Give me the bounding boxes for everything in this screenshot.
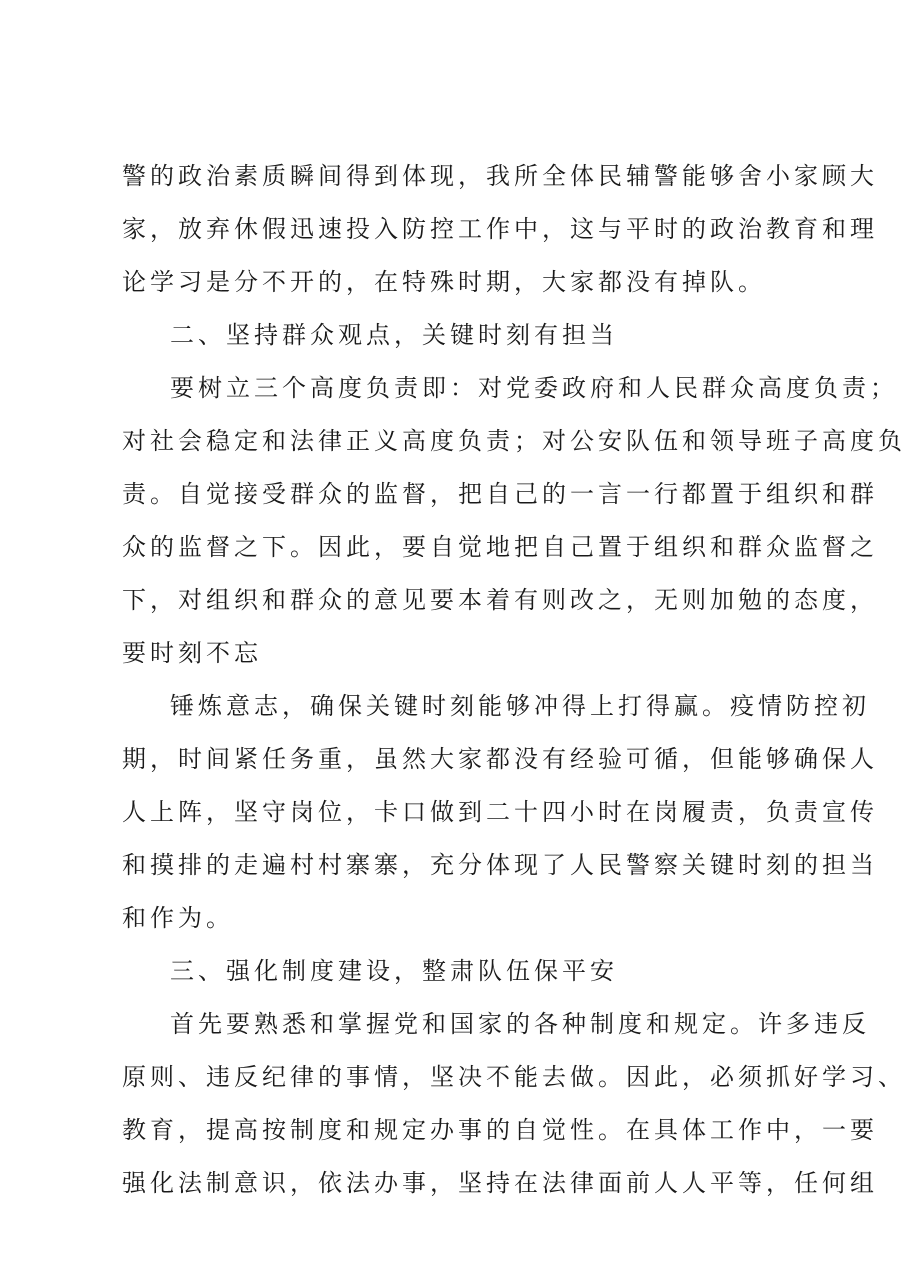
body-text-line: 家，放弃休假迅速投入防控工作中，这与平时的政治教育和理 — [122, 215, 878, 243]
body-text-line: 期，时间紧任务重，虽然大家都没有经验可循，但能够确保人 — [122, 745, 878, 773]
body-text-line: 锤炼意志，确保关键时刻能够冲得上打得赢。疫情防控初 — [170, 692, 870, 720]
body-text-line: 和作为。 — [122, 904, 234, 932]
body-text-line: 警的政治素质瞬间得到体现，我所全体民辅警能够舍小家顾大 — [122, 162, 878, 190]
body-text-line: 首先要熟悉和掌握党和国家的各种制度和规定。许多违反 — [170, 1010, 870, 1038]
body-text-line: 教育，提高按制度和规定办事的自觉性。在具体工作中，一要 — [122, 1116, 878, 1144]
body-text-line: 和摸排的走遍村村寨寨，充分体现了人民警察关键时刻的担当 — [122, 851, 878, 879]
body-text-line: 要时刻不忘 — [122, 639, 262, 667]
body-text-line: 原则、违反纪律的事情，坚决不能去做。因此，必须抓好学习、 — [122, 1063, 906, 1091]
body-text-line: 众的监督之下。因此，要自觉地把自己置于组织和群众监督之 — [122, 533, 878, 561]
body-text-line: 要树立三个高度负责即：对党委政府和人民群众高度负责； — [170, 374, 898, 402]
body-text-line: 责。自觉接受群众的监督，把自己的一言一行都置于组织和群 — [122, 480, 878, 508]
body-text-line: 下，对组织和群众的意见要本着有则改之，无则加勉的态度， — [122, 586, 878, 614]
body-text-line: 对社会稳定和法律正义高度负责；对公安队伍和领导班子高度负 — [122, 427, 906, 455]
section-heading: 三、强化制度建设，整肃队伍保平安 — [170, 957, 618, 985]
body-text-line: 论学习是分不开的，在特殊时期，大家都没有掉队。 — [122, 268, 766, 296]
body-text-line: 强化法制意识，依法办事，坚持在法律面前人人平等，任何组 — [122, 1169, 878, 1197]
section-heading: 二、坚持群众观点，关键时刻有担当 — [170, 321, 618, 349]
body-text-line: 人上阵，坚守岗位，卡口做到二十四小时在岗履责，负责宣传 — [122, 798, 878, 826]
